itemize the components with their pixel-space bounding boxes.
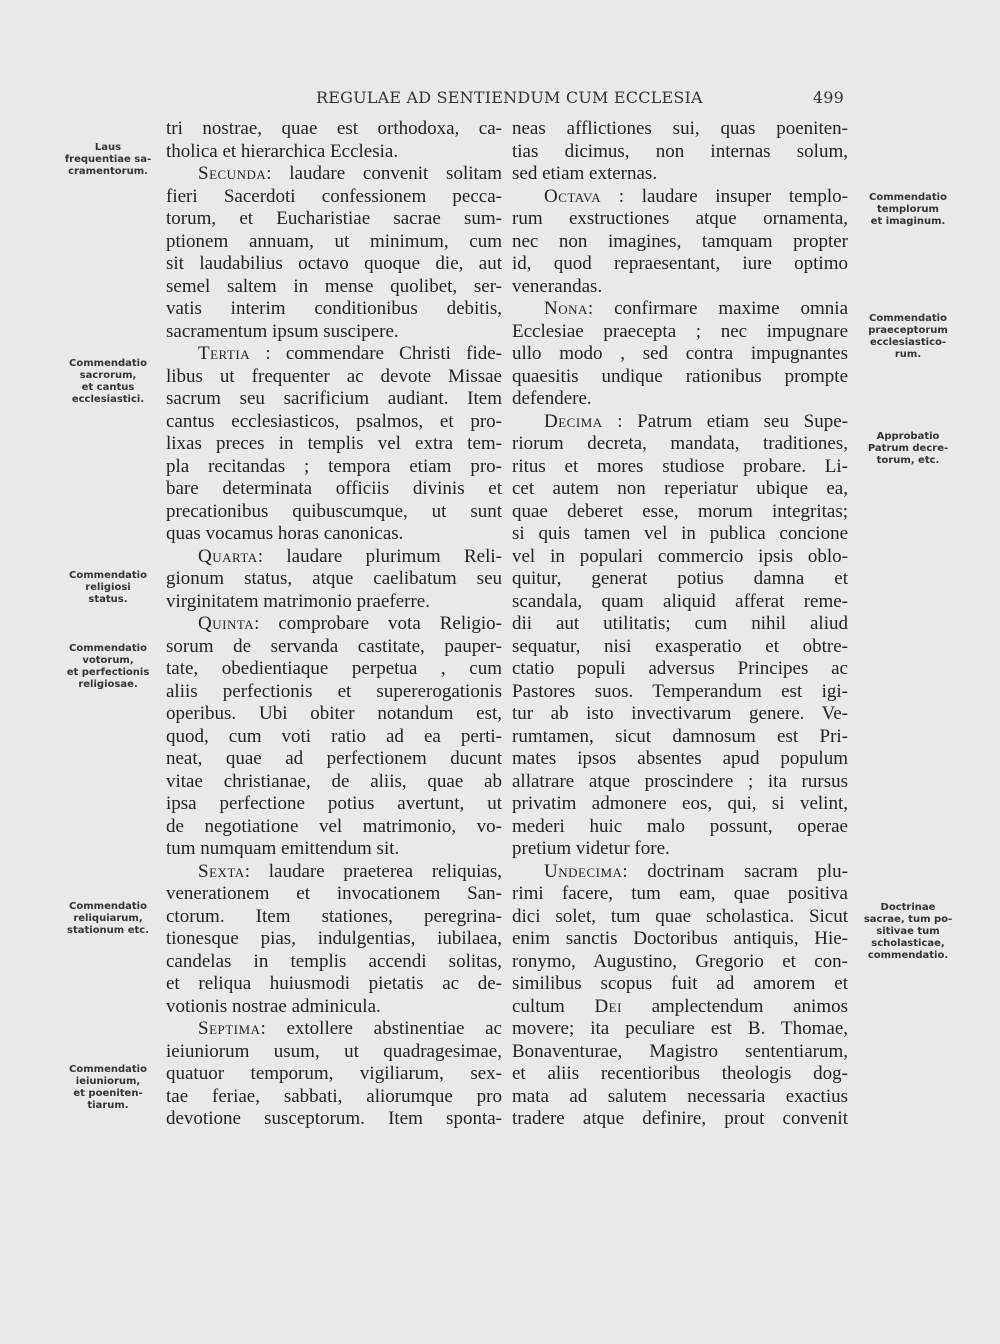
line-text: vel in populari commercio ipsis oblo-	[512, 545, 848, 567]
line-text: dici solet, tum quae scholastica. Sicut	[512, 905, 848, 927]
margin-note-line: et imaginum.	[870, 216, 946, 227]
line-text: Bonaventurae, Magistro sententiarum,	[512, 1040, 848, 1062]
margin-note-line: status.	[88, 594, 128, 605]
line-text: sacramentum ipsum suscipere.	[166, 320, 399, 342]
margin-note-line: religiosae.	[78, 679, 138, 690]
text-line	[512, 883, 848, 906]
margin-note-line: Commendatio	[69, 358, 147, 369]
text-line	[512, 951, 848, 974]
text-line	[166, 771, 502, 794]
line-text: : laudare praeterea reliquias,	[244, 860, 502, 882]
line-text: quae deberet esse, morum integritas;	[512, 500, 848, 522]
text-line	[512, 411, 848, 434]
line-text: bare determinata officiis divinis et	[166, 478, 502, 499]
text-line	[512, 996, 848, 1019]
line-text: neas afflictiones sui, quas poeniten-	[512, 118, 848, 139]
margin-note-right	[858, 313, 958, 361]
margin-note-line: religiosi	[85, 582, 131, 593]
text-line	[166, 298, 502, 321]
line-text: et reliqua huiusmodi pietatis ac de-	[166, 973, 502, 994]
text-line	[512, 568, 848, 591]
line-text: ctatio populi adversus Principes ac	[512, 658, 848, 679]
line-text: cultum	[512, 995, 595, 1017]
text-line	[512, 208, 848, 231]
line-text: de negotiatione vel matrimonio, vo-	[166, 815, 502, 837]
line-text: ptionem annuam, ut minimum, cum	[166, 230, 502, 252]
margin-note-left	[58, 901, 158, 937]
text-line	[166, 613, 502, 636]
line-text: venerandas.	[512, 275, 603, 297]
text-line	[512, 658, 848, 681]
line-text: quitur, generat potius damna et	[512, 568, 848, 589]
text-line	[166, 501, 502, 524]
line-text: semel saltem in mense quolibet, ser-	[166, 275, 502, 297]
line-text: mederi huic malo possunt, operae	[512, 815, 848, 837]
section-ordinal: Dei	[594, 995, 622, 1017]
text-line	[512, 793, 848, 816]
text-line	[166, 748, 502, 771]
text-line	[512, 523, 848, 546]
margin-note-line: Commendatio	[69, 1064, 147, 1075]
margin-note-right	[858, 192, 958, 228]
line-text: si quis tamen vel in publica concione	[512, 523, 848, 544]
text-line	[166, 928, 502, 951]
line-text: riorum decreta, mandata, traditiones,	[512, 433, 848, 454]
margin-note-line: Patrum decre-	[867, 443, 949, 454]
margin-note-line: Commendatio	[869, 192, 947, 203]
margin-note-line: tiarum.	[87, 1100, 129, 1111]
section-ordinal: Nona	[544, 298, 588, 319]
line-text: tradere atque definire, prout convenit	[512, 1108, 848, 1129]
text-line	[512, 636, 848, 659]
text-line	[166, 456, 502, 479]
margin-note-line: scholasticae,	[871, 938, 945, 949]
line-text: tias dicimus, non internas solum,	[512, 140, 848, 162]
line-text: quod, cum voti ratio ad ea perti-	[166, 725, 502, 747]
section-ordinal: Octava	[544, 185, 602, 207]
text-line	[512, 1063, 848, 1086]
line-text: fieri Sacerdoti confessionem pecca-	[166, 185, 502, 207]
line-text: pretium videtur fore.	[512, 838, 670, 859]
line-text: : comprobare vota Religio-	[254, 613, 502, 634]
margin-note-line: praeceptorum	[868, 325, 948, 336]
text-line	[512, 456, 848, 479]
line-text: et aliis recentioribus theologis dog-	[512, 1063, 848, 1084]
line-text: ctorum. Item stationes, peregrina-	[166, 905, 502, 927]
line-text: sequatur, nisi exasperatio et obtre-	[512, 635, 848, 657]
text-line	[166, 793, 502, 816]
line-text: id, quod repraesentant, iure optimo	[512, 253, 848, 274]
text-line	[166, 568, 502, 591]
section-ordinal: Undecima	[544, 860, 623, 882]
line-text: tae feriae, sabbati, aliorumque pro	[166, 1085, 502, 1107]
section-ordinal: Tertia	[198, 343, 251, 364]
line-text: precationibus quibuscumque, ut sunt	[166, 500, 502, 522]
text-line	[166, 523, 502, 546]
text-line	[512, 906, 848, 929]
line-text: tate, obedientiaque perpetua , cum	[166, 658, 502, 679]
text-line	[512, 253, 848, 276]
text-line	[512, 388, 848, 411]
line-text: sacrum seu sacrificium audiant. Item	[166, 388, 502, 409]
line-text: movere; ita peculiare est B. Thomae,	[512, 1018, 848, 1039]
text-line	[512, 816, 848, 839]
margin-note-line: Commendatio	[69, 570, 147, 581]
line-text: virginitatem matrimonio praeferre.	[166, 590, 430, 612]
section-ordinal: Secunda	[198, 163, 267, 184]
text-line	[512, 861, 848, 884]
section-ordinal: Quarta	[198, 545, 258, 567]
margin-note-left	[58, 570, 158, 606]
text-line	[166, 973, 502, 996]
margin-note-line: Commendatio	[69, 901, 147, 912]
line-text: tholica et hierarchica Ecclesia.	[166, 140, 399, 162]
line-text: : confirmare maxime omnia	[587, 298, 848, 319]
margin-note-line: Doctrinae	[880, 902, 936, 913]
text-line	[512, 546, 848, 569]
text-line	[512, 141, 848, 164]
line-text: ullo modo , sed contra impugnantes	[512, 343, 848, 364]
text-line	[166, 141, 502, 164]
text-line	[166, 681, 502, 704]
text-line	[512, 298, 848, 321]
text-line	[512, 838, 848, 861]
text-line	[166, 636, 502, 659]
text-line	[166, 906, 502, 929]
text-line	[512, 118, 848, 141]
text-line	[166, 208, 502, 231]
text-line	[512, 163, 848, 186]
line-text: tum numquam emittendum sit.	[166, 838, 400, 859]
line-text: vatis interim conditionibus debitis,	[166, 298, 502, 319]
text-line	[166, 883, 502, 906]
margin-note-line: et poeniten-	[73, 1088, 143, 1099]
section-ordinal: Septima	[198, 1018, 261, 1039]
text-line	[512, 748, 848, 771]
line-text: Ecclesiae praecepta ; nec impugnare	[512, 320, 848, 342]
text-line	[166, 861, 502, 884]
line-text: tri nostrae, quae est orthodoxa, ca-	[166, 118, 502, 139]
margin-note-line: templorum	[877, 204, 939, 215]
line-text: devotione susceptorum. Item sponta-	[166, 1108, 502, 1129]
margin-note-line: ecclesiastico-	[869, 337, 947, 348]
line-text: rumtamen, sicut damnosum est Pri-	[512, 725, 848, 747]
line-text: operibus. Ubi obiter notandum est,	[166, 703, 502, 724]
line-text: scandala, quam aliquid afferat reme-	[512, 590, 848, 612]
page-number: 499	[812, 88, 844, 107]
text-line	[166, 343, 502, 366]
line-text: torum, et Eucharistiae sacrae sum-	[166, 208, 502, 229]
line-text: defendere.	[512, 388, 592, 409]
margin-note-line: cramentorum.	[68, 166, 148, 177]
line-text: : extollere abstinentiae ac	[260, 1018, 502, 1039]
line-text: ipsa perfectione potius avertunt, ut	[166, 793, 502, 814]
margin-note-line: et perfectionis	[66, 667, 150, 678]
line-text: rimi facere, tum eam, quae positiva	[512, 883, 848, 904]
line-text: sit laudabilius octavo quoque die, aut	[166, 253, 502, 274]
text-line	[166, 366, 502, 389]
margin-note-line: Approbatio	[876, 431, 940, 442]
margin-note-line: frequentiae sa-	[64, 154, 152, 165]
margin-note-left	[58, 1064, 158, 1112]
line-text: libus ut frequenter ac devote Missae	[166, 365, 502, 387]
text-line	[512, 1108, 848, 1131]
text-line	[166, 118, 502, 141]
line-text: aliis perfectionis et supererogationis	[166, 680, 502, 702]
running-header	[164, 88, 844, 110]
margin-note-left	[58, 358, 158, 406]
right-text-column	[512, 118, 848, 1131]
text-line	[512, 771, 848, 794]
line-text: rum exstructiones atque ornamenta,	[512, 208, 848, 229]
text-line	[166, 726, 502, 749]
margin-note-right	[858, 431, 958, 467]
line-text: tur ab isto invectivarum genere. Ve-	[512, 703, 848, 724]
text-line	[512, 1086, 848, 1109]
text-line	[512, 1018, 848, 1041]
text-line	[512, 276, 848, 299]
line-text: Pastores suos. Temperandum est igi-	[512, 680, 848, 702]
margin-note-right	[858, 902, 958, 962]
line-text: : commendare Christi fide-	[250, 343, 502, 364]
text-line	[166, 276, 502, 299]
line-text: : Patrum etiam seu Supe-	[602, 410, 848, 432]
margin-note-line: et cantus	[81, 382, 135, 393]
text-line	[166, 951, 502, 974]
text-line	[166, 1018, 502, 1041]
line-text: quatuor temporum, vigiliarum, sex-	[166, 1063, 502, 1084]
line-text: ronymo, Augustino, Gregorio et con-	[512, 950, 848, 972]
line-text: quas vocamus horas canonicas.	[166, 523, 404, 544]
text-line	[512, 343, 848, 366]
line-text: : laudare insuper templo-	[601, 185, 848, 207]
margin-note-line: ecclesiastici.	[71, 394, 145, 405]
text-line	[166, 163, 502, 186]
margin-note-line: stationum etc.	[67, 925, 149, 936]
text-line	[512, 321, 848, 344]
margin-note-left	[58, 142, 158, 178]
line-text: gionum status, atque caelibatum seu	[166, 568, 502, 589]
line-text: similibus scopus fuit ad amorem et	[512, 973, 848, 994]
line-text: : laudare convenit solitam	[266, 163, 502, 184]
margin-note-line: commendatio.	[867, 950, 949, 961]
line-text: dii aut utilitatis; cum nihil aliud	[512, 613, 848, 634]
line-text: sed etiam externas.	[512, 163, 658, 184]
line-text: venerationem et invocationem San-	[166, 883, 502, 904]
line-text: neat, quae ad perfectionem ducunt	[166, 748, 502, 769]
margin-note-left	[58, 643, 158, 691]
text-line	[512, 478, 848, 501]
text-line	[166, 231, 502, 254]
line-text: nec non imagines, tamquam propter	[512, 230, 848, 252]
line-text: tionesque pias, indulgentias, iubilaea,	[166, 928, 502, 949]
text-line	[166, 433, 502, 456]
text-line	[166, 1086, 502, 1109]
line-text: pla recitandas ; tempora etiam pro-	[166, 455, 502, 477]
text-line	[512, 681, 848, 704]
line-text: votionis nostrae adminicula.	[166, 995, 381, 1017]
text-line	[166, 411, 502, 434]
line-text: cantus ecclesiasticos, psalmos, et pro-	[166, 410, 502, 432]
margin-note-line: sitivae tum	[876, 926, 940, 937]
line-text: : laudare plurimum Reli-	[257, 545, 502, 567]
running-title: REGULAE AD SENTIENDUM CUM ECCLESIA	[316, 88, 703, 107]
text-line	[512, 973, 848, 996]
line-text: allatrare atque proscindere ; ita rursus	[512, 770, 848, 792]
text-line	[166, 1108, 502, 1131]
section-ordinal: Decima	[544, 410, 603, 432]
text-line	[512, 186, 848, 209]
line-text: enim sanctis Doctoribus antiquis, Hie-	[512, 928, 848, 949]
line-text: amplectendum animos	[621, 995, 848, 1017]
left-text-column	[166, 118, 502, 1131]
line-text: vitae christianae, de aliis, quae ab	[166, 770, 502, 792]
margin-note-line: Commendatio	[69, 643, 147, 654]
line-text: mates ipsos absentes apud populum	[512, 748, 848, 769]
text-line	[512, 613, 848, 636]
text-line	[166, 591, 502, 614]
text-line	[512, 591, 848, 614]
text-line	[166, 1041, 502, 1064]
text-line	[166, 658, 502, 681]
text-line	[166, 996, 502, 1019]
text-line	[512, 703, 848, 726]
text-line	[512, 928, 848, 951]
line-text: privatim admonere eos, qui, si velint,	[512, 793, 848, 814]
text-line	[512, 231, 848, 254]
margin-note-line: sacrae, tum po-	[863, 914, 953, 925]
section-ordinal: Quinta	[198, 613, 255, 634]
margin-note-line: rum.	[894, 349, 922, 360]
line-text: : doctrinam sacram plu-	[622, 860, 848, 882]
line-text: cet autem non reperiatur ubique ea,	[512, 478, 848, 499]
margin-note-line: sacrorum,	[79, 370, 137, 381]
line-text: lixas preces in templis vel extra tem-	[166, 433, 502, 454]
line-text: ieiuniorum usum, ut quadragesimae,	[166, 1040, 502, 1062]
margin-note-line: torum, etc.	[876, 455, 940, 466]
text-line	[512, 726, 848, 749]
text-line	[166, 253, 502, 276]
text-line	[166, 546, 502, 569]
text-line	[166, 478, 502, 501]
text-line	[166, 388, 502, 411]
text-line	[166, 1063, 502, 1086]
line-text: sorum de servanda castitate, pauper-	[166, 635, 502, 657]
text-line	[512, 1041, 848, 1064]
text-line	[512, 501, 848, 524]
line-text: ritus et mores studiose probare. Li-	[512, 455, 848, 477]
text-line	[166, 816, 502, 839]
text-line	[166, 703, 502, 726]
margin-note-line: ieiuniorum,	[75, 1076, 141, 1087]
line-text: mata ad salutem necessaria exactius	[512, 1085, 848, 1107]
margin-note-line: reliquiarum,	[73, 913, 143, 924]
text-line	[512, 433, 848, 456]
section-ordinal: Sexta	[198, 860, 245, 882]
text-line	[166, 186, 502, 209]
text-line	[166, 321, 502, 344]
margin-note-line: Commendatio	[869, 313, 947, 324]
line-text: quaesitis undique rationibus prompte	[512, 365, 848, 387]
margin-note-line: Laus	[94, 142, 122, 153]
line-text: candelas in templis accendi solitas,	[166, 950, 502, 972]
text-line	[512, 366, 848, 389]
text-line	[166, 838, 502, 861]
margin-note-line: votorum,	[82, 655, 134, 666]
